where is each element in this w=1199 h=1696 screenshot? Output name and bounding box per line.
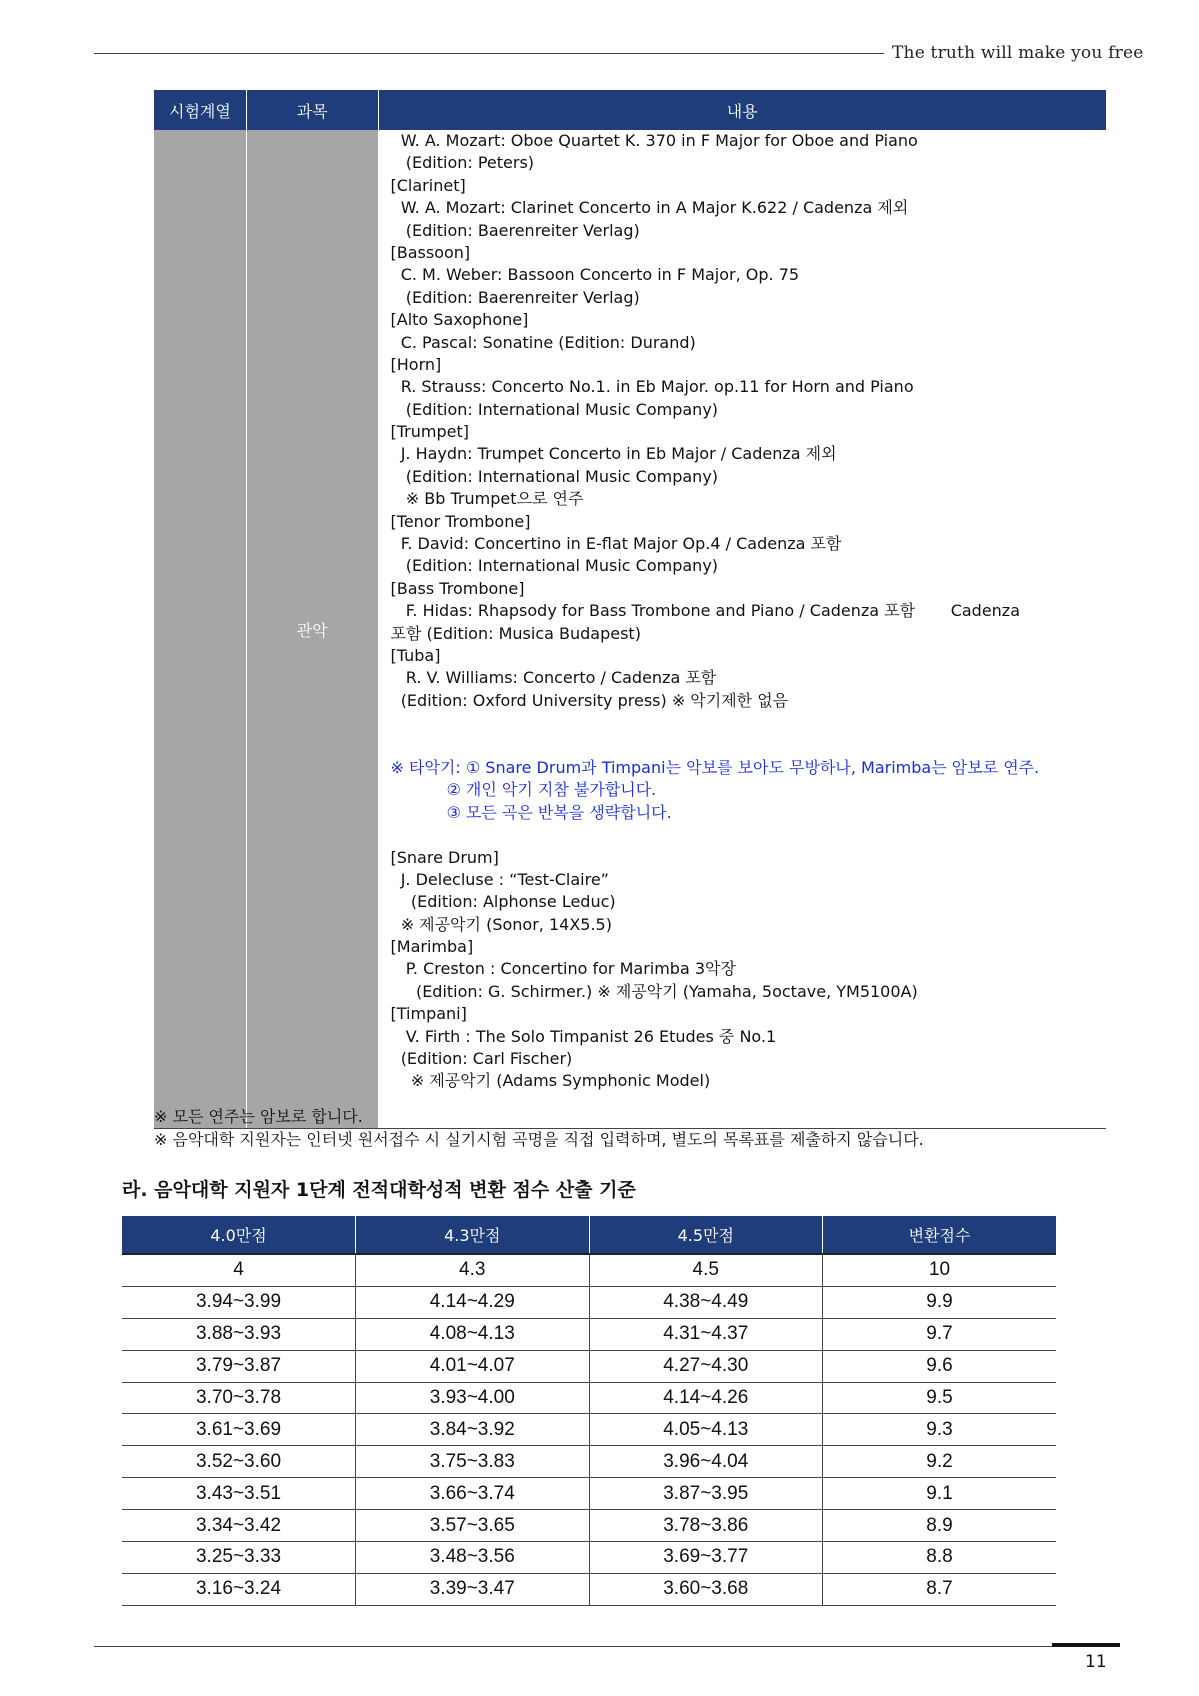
table-cell: 4.3 [356, 1254, 590, 1286]
page-number: 11 [1085, 1652, 1107, 1672]
table-cell: 3.34~3.42 [122, 1510, 356, 1542]
content-line: [Bass Trombone] [390, 578, 525, 598]
content-line: (Edition: Carl Fischer) [390, 1049, 573, 1069]
content-line: [Alto Saxophone] [390, 310, 529, 330]
col-header-4-0: 4.0만점 [122, 1216, 356, 1254]
table-cell: 3.79~3.87 [122, 1350, 356, 1382]
table-cell: 3.66~3.74 [356, 1478, 590, 1510]
table-cell: 3.57~3.65 [356, 1510, 590, 1542]
table-cell: 4.38~4.49 [589, 1286, 823, 1318]
footer-bar [1052, 1643, 1120, 1647]
header-rule [94, 53, 884, 54]
table-row [122, 1510, 1056, 1542]
table-cell: 9.7 [823, 1318, 1057, 1350]
content-line: (Edition: Baerenreiter Verlag) [390, 220, 640, 240]
table-cell: 4.27~4.30 [589, 1350, 823, 1382]
table-row [122, 1478, 1056, 1510]
content-line: W. A. Mozart: Clarinet Concerto in A Major K.622 / Cadenza 제외 [390, 198, 909, 218]
table-cell: 9.3 [823, 1414, 1057, 1446]
col-header-4-3: 4.3만점 [356, 1216, 590, 1254]
table-cell: 4 [122, 1254, 356, 1286]
content-line: R. Strauss: Concerto No.1. in Eb Major. op.11 for Horn and Piano [390, 377, 914, 397]
table-cell: 3.39~3.47 [356, 1573, 590, 1605]
content-line: (Edition: Peters) [390, 153, 535, 173]
table-cell: 3.61~3.69 [122, 1414, 356, 1446]
content-line: (Edition: Alphonse Leduc) [390, 892, 616, 912]
percussion-notice-line: ※ 타악기: ① Snare Drum과 Timpani는 악보를 보아도 무방하나, Marimba는 암보로 연주. [390, 757, 1040, 777]
content-line: ※ Bb Trumpet으로 연주 [390, 489, 584, 509]
table-cell: 3.94~3.99 [122, 1286, 356, 1318]
table-cell: 9.6 [823, 1350, 1057, 1382]
percussion-notice-line: ③ 모든 곡은 반복을 생략합니다. [390, 802, 672, 822]
table-cell: 3.78~3.86 [589, 1510, 823, 1542]
content-cell [379, 130, 1106, 1128]
table-cell: 10 [823, 1254, 1057, 1286]
table-cell: 9.9 [823, 1286, 1057, 1318]
content-line: ※ 제공악기 (Adams Symphonic Model) [390, 1071, 711, 1091]
table-cell: 3.52~3.60 [122, 1446, 356, 1478]
content-line: [Clarinet] [390, 175, 466, 195]
content-line [391, 735, 1106, 757]
content-line [391, 824, 1106, 846]
col-header-converted-score: 변환점수 [823, 1216, 1057, 1254]
content-line: [Marimba] [390, 937, 474, 957]
table-cell: 8.7 [823, 1573, 1057, 1605]
table-cell: 3.43~3.51 [122, 1478, 356, 1510]
note-online-application: ※ 음악대학 지원자는 인터넷 원서접수 시 실기시험 곡명을 직접 입력하며, 별도의 목록표를 제출하지 않습니다. [154, 1130, 924, 1149]
col-header-4-5: 4.5만점 [589, 1216, 823, 1254]
conversion-header-row [122, 1216, 1056, 1254]
table-cell: 4.14~4.26 [589, 1382, 823, 1414]
conversion-table-body [122, 1254, 1056, 1605]
footer-rule [94, 1646, 1118, 1647]
content-line: [Snare Drum] [390, 847, 499, 867]
table-row [122, 1542, 1056, 1574]
table-row [122, 1382, 1056, 1414]
table-row [122, 1446, 1056, 1478]
conversion-table [122, 1216, 1056, 1606]
table-cell: 4.5 [589, 1254, 823, 1286]
col-header-exam-track: 시험계열 [154, 90, 247, 130]
table-cell: 3.25~3.33 [122, 1542, 356, 1574]
content-line: ※ 제공악기 (Sonor, 14X5.5) [390, 914, 612, 934]
table-cell: 4.01~4.07 [356, 1350, 590, 1382]
content-line: (Edition: International Music Company) [390, 399, 719, 419]
table-cell: 3.93~4.00 [356, 1382, 590, 1414]
table-cell: 8.9 [823, 1510, 1057, 1542]
table-cell: 9.1 [823, 1478, 1057, 1510]
table-cell: 4.14~4.29 [356, 1286, 590, 1318]
content-line: (Edition: Oxford University press) ※ 악기제한 없음 [390, 690, 789, 710]
content-line: J. Delecluse : “Test-Claire” [390, 869, 609, 889]
table-cell: 3.60~3.68 [589, 1573, 823, 1605]
table-cell: 3.96~4.04 [589, 1446, 823, 1478]
repertoire-table-body [154, 130, 1106, 1129]
content-line: 포함 (Edition: Musica Budapest) [390, 623, 641, 643]
repertoire-table-header [154, 90, 1106, 130]
header-motto: The truth will make you free [892, 43, 1144, 63]
table-cell: 3.88~3.93 [122, 1318, 356, 1350]
table-row [122, 1573, 1056, 1605]
content-line: (Edition: G. Schirmer.) ※ 제공악기 (Yamaha, 5octave, YM5100A) [390, 981, 918, 1001]
table-cell: 3.48~3.56 [356, 1542, 590, 1574]
table-row [122, 1350, 1056, 1382]
content-line: F. Hidas: Rhapsody for Bass Trombone and Piano / Cadenza 포함 Cadenza [390, 601, 1021, 621]
subject-cell: 관악 [247, 130, 379, 1128]
table-cell: 4.08~4.13 [356, 1318, 590, 1350]
content-line: (Edition: Baerenreiter Verlag) [390, 287, 640, 307]
table-cell: 3.75~3.83 [356, 1446, 590, 1478]
content-line: R. V. Williams: Concerto / Cadenza 포함 [390, 668, 717, 688]
table-cell: 3.16~3.24 [122, 1573, 356, 1605]
content-line: C. Pascal: Sonatine (Edition: Durand) [390, 332, 696, 352]
table-cell: 4.31~4.37 [589, 1318, 823, 1350]
content-line: F. David: Concertino in E-flat Major Op.4 / Cadenza 포함 [390, 534, 842, 554]
note-memorize: ※ 모든 연주는 암보로 합니다. [154, 1107, 363, 1126]
content-line: [Timpani] [390, 1004, 467, 1024]
table-row [122, 1414, 1056, 1446]
repertoire-table [154, 90, 1106, 1129]
col-header-subject: 과목 [247, 90, 379, 130]
table-cell: 9.2 [823, 1446, 1057, 1478]
content-line: (Edition: International Music Company) [390, 466, 719, 486]
content-line: [Bassoon] [390, 242, 471, 262]
section-title: 라. 음악대학 지원자 1단계 전적대학성적 변환 점수 산출 기준 [122, 1179, 636, 1201]
content-line: [Horn] [390, 354, 442, 374]
table-row [122, 1318, 1056, 1350]
content-line: [Tenor Trombone] [390, 511, 531, 531]
table-cell: 3.87~3.95 [589, 1478, 823, 1510]
table-cell: 4.05~4.13 [589, 1414, 823, 1446]
table-row [122, 1254, 1056, 1286]
content-line [391, 712, 1106, 734]
percussion-notice-line: ② 개인 악기 지참 불가합니다. [390, 780, 657, 800]
table-cell: 9.5 [823, 1382, 1057, 1414]
col-header-content: 내용 [726, 101, 758, 121]
table-row [122, 1286, 1056, 1318]
content-line: V. Firth : The Solo Timpanist 26 Etudes 중 No.1 [390, 1026, 777, 1046]
table-cell: 3.70~3.78 [122, 1382, 356, 1414]
content-line: C. M. Weber: Bassoon Concerto in F Major, Op. 75 [390, 265, 800, 285]
content-line: (Edition: International Music Company) [390, 556, 719, 576]
content-line: [Tuba] [390, 645, 441, 665]
table-cell: 3.84~3.92 [356, 1414, 590, 1446]
content-line: P. Creston : Concertino for Marimba 3악장 [390, 959, 736, 979]
table-cell: 8.8 [823, 1542, 1057, 1574]
content-line: W. A. Mozart: Oboe Quartet K. 370 in F Major for Oboe and Piano [390, 131, 918, 150]
table-cell: 3.69~3.77 [589, 1542, 823, 1574]
exam-track-cell [154, 130, 247, 1128]
content-line: J. Haydn: Trumpet Concerto in Eb Major / Cadenza 제외 [390, 444, 837, 464]
content-line: [Trumpet] [390, 422, 469, 442]
